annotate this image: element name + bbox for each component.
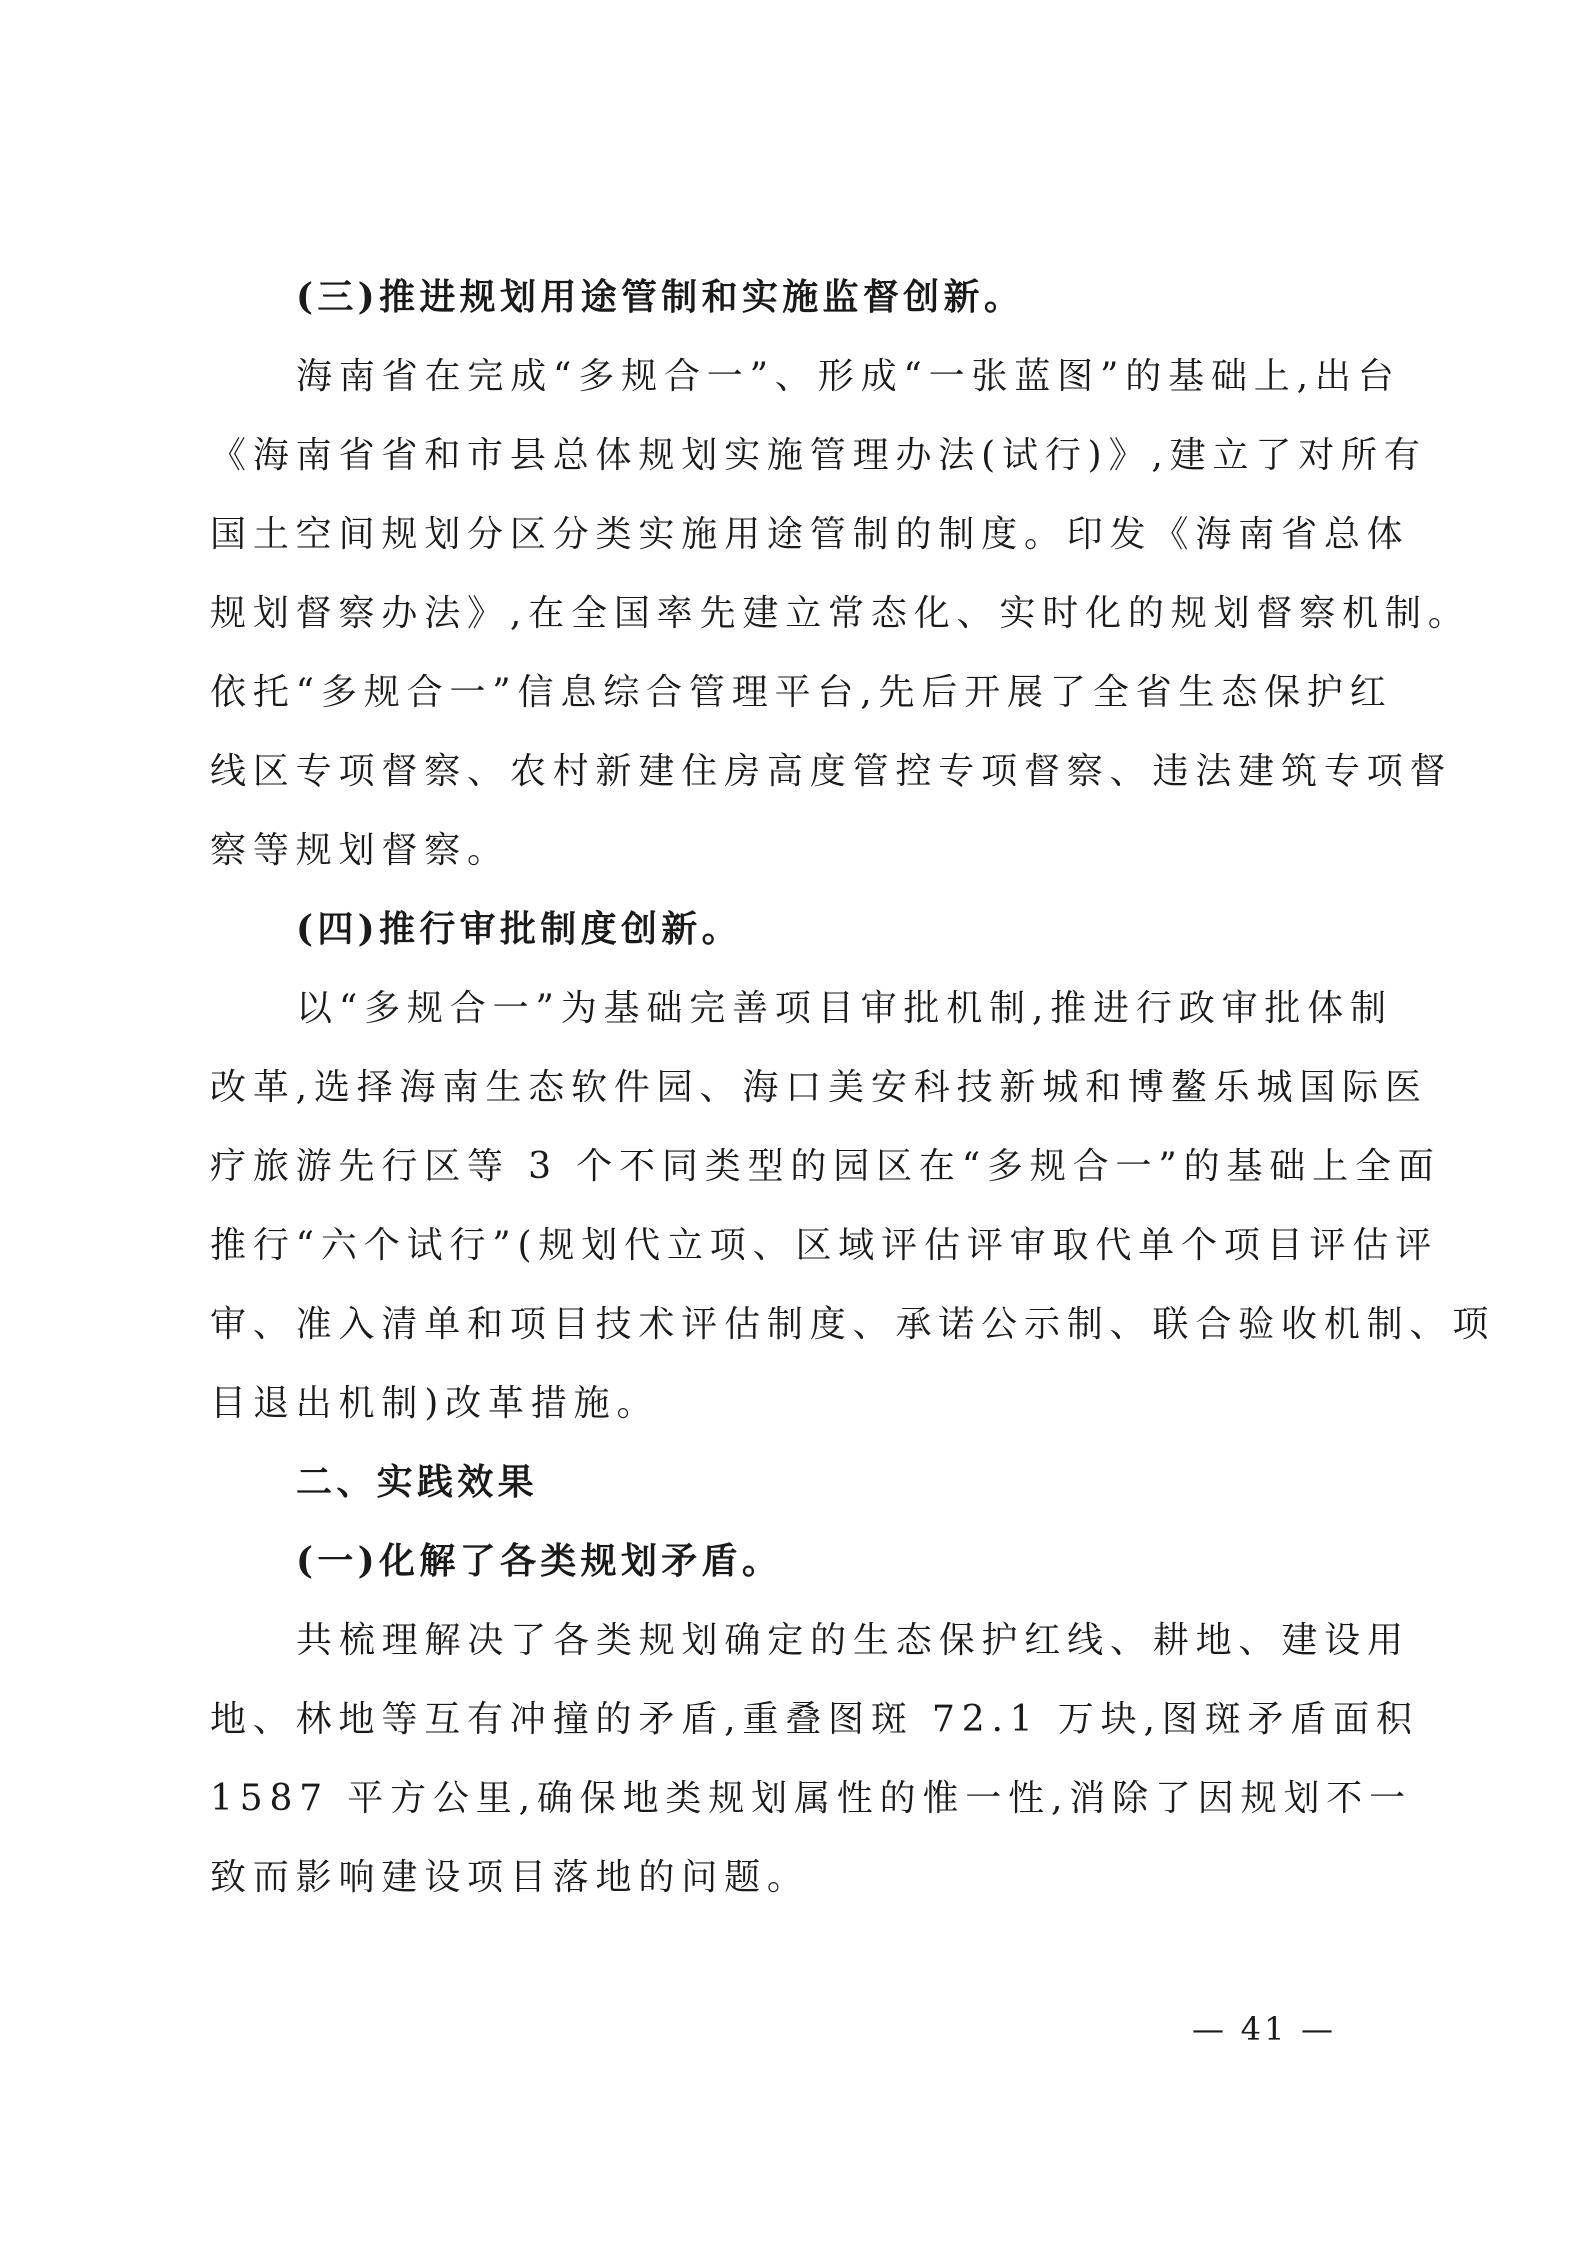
paragraph-line: 目退出机制)改革措施。: [210, 1383, 660, 1424]
section-heading: (三)推进规划用途管制和实施监督创新。: [296, 276, 1025, 318]
paragraph-line: 国土空间规划分区分类实施用途管制的制度。印发《海南省总体: [210, 514, 1410, 555]
document-body: [210, 258, 1496, 1917]
section-heading: (四)推行审批制度创新。: [296, 908, 742, 950]
paragraph-line: 疗旅游先行区等 3 个不同类型的园区在“多规合一”的基础上全面: [210, 1146, 1441, 1187]
paragraph-line: 审、准入清单和项目技术评估制度、承诺公示制、联合验收机制、项: [210, 1304, 1496, 1345]
paragraph-line: 海南省在完成“多规合一”、形成“一张蓝图”的基础上,出台: [296, 356, 1401, 397]
paragraph-line: 地、林地等互有冲撞的矛盾,重叠图斑 72.1 万块,图斑矛盾面积: [210, 1699, 1419, 1740]
section-heading: (一)化解了各类规划矛盾。: [296, 1540, 783, 1582]
paragraph-line: 致而影响建设项目落地的问题。: [210, 1857, 810, 1898]
paragraph-line: 察等规划督察。: [210, 830, 510, 871]
paragraph-line: 以“多规合一”为基础完善项目审批机制,推进行政审批体制: [296, 988, 1393, 1029]
chapter-heading: 二、实践效果: [296, 1461, 538, 1503]
paragraph-line: 改革,选择海南生态软件园、海口美安科技新城和博鳌乐城国际医: [210, 1067, 1428, 1108]
paragraph-line: 《海南省省和市县总体规划实施管理办法(试行)》,建立了对所有: [210, 435, 1427, 476]
paragraph-line: 推行“六个试行”(规划代立项、区域评估评审取代单个项目评估评: [210, 1225, 1439, 1266]
paragraph-line: 线区专项督察、农村新建住房高度管控专项督察、违法建筑专项督: [210, 751, 1453, 792]
paragraph-line: 1587 平方公里,确保地类规划属性的惟一性,消除了因规划不一: [210, 1778, 1412, 1819]
paragraph-line: 规划督察办法》,在全国率先建立常态化、实时化的规划督察机制。: [210, 593, 1471, 634]
page-number: — 41 —: [1192, 2010, 1337, 2048]
paragraph-line: 依托“多规合一”信息综合管理平台,先后开展了全省生态保护红: [210, 672, 1393, 713]
paragraph-line: 共梳理解决了各类规划确定的生态保护红线、耕地、建设用: [296, 1620, 1410, 1661]
